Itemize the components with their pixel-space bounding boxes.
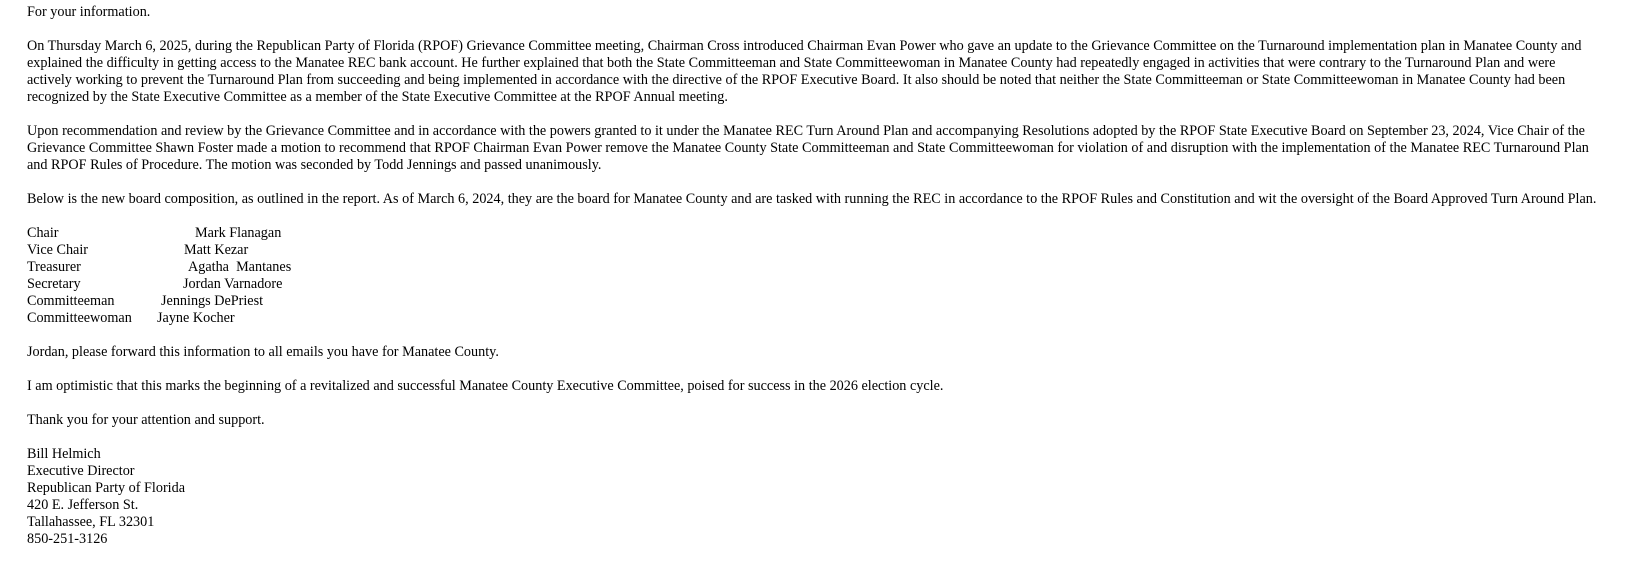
officer-row xyxy=(27,242,1602,259)
officer-name: Mark Flanagan xyxy=(195,225,282,241)
paragraph-forward-request: Jordan, please forward this information to all emails you have for Manatee County. xyxy=(27,344,499,360)
officer-row xyxy=(27,310,1602,327)
officer-row xyxy=(27,293,1602,310)
signature-city: Tallahassee, FL 32301 xyxy=(27,514,155,530)
signature-name: Bill Helmich xyxy=(27,446,101,462)
officer-name: Jayne Kocher xyxy=(157,310,235,326)
officer-title: Secretary xyxy=(27,276,81,292)
officer-title: Vice Chair xyxy=(27,242,88,258)
officer-title: Committeewoman xyxy=(27,310,132,326)
officer-name: Jennings DePriest xyxy=(161,293,264,309)
officer-name: Matt Kezar xyxy=(184,242,249,258)
officer-list xyxy=(27,225,1602,327)
signature-street: 420 E. Jefferson St. xyxy=(27,497,139,513)
intro-line: For your information. xyxy=(27,4,151,20)
paragraph-board-composition: Below is the new board composition, as outlined in the report. As of March 6, 2024, they are the board for Manatee County and are tasked with running the REC in accordance to the RPOF Rules and Constitution and wit the oversight of the Board Approved Turn Around Plan. xyxy=(27,191,1597,207)
officer-title: Chair xyxy=(27,225,59,241)
officer-row xyxy=(27,225,1602,242)
officer-title: Committeeman xyxy=(27,293,115,309)
officer-title: Treasurer xyxy=(27,259,81,275)
paragraph-optimism: I am optimistic that this marks the beginning of a revitalized and successful Manatee County Executive Committee, poised for success in the 2026 election cycle. xyxy=(27,378,944,394)
signature-organization: Republican Party of Florida xyxy=(27,480,186,496)
signature-title: Executive Director xyxy=(27,463,135,479)
officer-row xyxy=(27,276,1602,293)
officer-name: Jordan Varnadore xyxy=(183,276,283,292)
signature-block xyxy=(27,446,1602,548)
officer-name: Agatha Mantanes xyxy=(188,259,292,275)
paragraph-thanks: Thank you for your attention and support. xyxy=(27,412,265,428)
paragraph-motion: Upon recommendation and review by the Grievance Committee and in accordance with the powers granted to it under the Manatee REC Turn Around Plan and accompanying Resolutions adopted by the RPOF State Executive Board on September 23, 2024, Vice Chair of the Grievance Committee Shawn Foster made a motion to recommend that RPOF Chairman Evan Power remove the Manatee County State Committeeman and State Committeewoman for violation of and disruption with the implementation of the Manatee REC Turnaround Plan and RPOF Rules of Procedure. The motion was seconded by Todd Jennings and passed unanimously. xyxy=(27,123,1589,173)
officer-row xyxy=(27,259,1602,276)
signature-phone: 850-251-3126 xyxy=(27,531,108,547)
paragraph-meeting-summary: On Thursday March 6, 2025, during the Republican Party of Florida (RPOF) Grievance Committee meeting, Chairman Cross introduced Chairman Evan Power who gave an update to the Grievance Committee on the Turnaround implementation plan in Manatee County and explained the difficulty in getting access to the Manatee REC bank account. He further explained that both the State Committeeman and State Committeewoman in Manatee County had repeatedly engaged in activities that were contrary to the Turnaround Plan and were actively working to prevent the Turnaround Plan from succeeding and being implemented in accordance with the directive of the RPOF Executive Board. It also should be noted that neither the State Committeeman or State Committeewoman in Manatee County had been recognized by the State Executive Committee as a member of the State Executive Committee at the RPOF Annual meeting. xyxy=(27,38,1582,105)
